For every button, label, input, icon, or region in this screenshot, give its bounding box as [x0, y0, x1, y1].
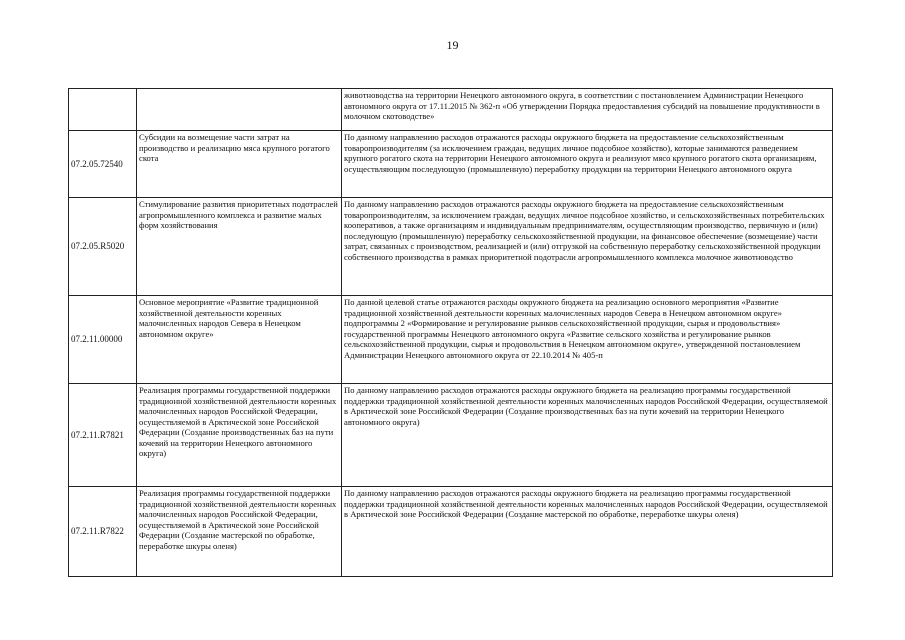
row-name: Субсидии на возмещение части затрат на производство и реализацию мяса крупного рогатого скота	[137, 131, 342, 198]
row-name: Реализация программы государственной поддержки традиционной хозяйственной деятельности коренных малочисленных народов Российской Федерации, осуществляемой в Арктической зоне Российской Федерации (Создание мастерской по обработке, переработке шкуры оленя)	[137, 487, 342, 577]
row-code: 07.2.05.R5020	[69, 198, 137, 296]
table-row	[69, 131, 833, 198]
table-row	[69, 198, 833, 296]
row-description: животноводства на территории Ненецкого автономного округа, в соответствии с постановлением Администрации Ненецкого автономного округа от 17.11.2015 № 362-п «Об утверждении Порядка предоставления субсидий на повышение продуктивности в молочном скотоводстве»	[342, 89, 833, 131]
row-name: Основное мероприятие «Развитие традиционной хозяйственной деятельности коренных малочисленных народов Севера в Ненецком автономном округе»	[137, 296, 342, 384]
row-description: По данной целевой статье отражаются расходы окружного бюджета на реализацию основного мероприятия «Развитие традиционной хозяйственной деятельности коренных малочисленных народов Севера в Ненецком автономном округе» подпрограммы 2 «Формирование и регулирование рынков сельскохозяйственной продукции, сырья и продовольствия» государственной программы Ненецкого автономного округа «Развитие сельского хозяйства и регулирование рынков сельскохозяйственной продукции, сырья и продовольствия в Ненецком автономном округе», утвержденной постановлением Администрации Ненецкого автономного округа от 22.10.2014 № 405-п	[342, 296, 833, 384]
row-code: 07.2.05.72540	[69, 131, 137, 198]
row-description: По данному направлению расходов отражаются расходы окружного бюджета на реализацию программы государственной поддержки традиционной хозяйственной деятельности коренных малочисленных народов Российской Федерации, осуществляемой в Арктической зоне Российской Федерации (Создание мастерской по обработке, переработке шкуры оленя)	[342, 487, 833, 577]
row-name: Реализация программы государственной поддержки традиционной хозяйственной деятельности коренных малочисленных народов Российской Федерации, осуществляемой в Арктической зоне Российской Федерации (Создание производственных баз на пути кочевий на территории Ненецкого автономного округа)	[137, 384, 342, 487]
table-row	[69, 384, 833, 487]
row-name: Стимулирование развития приоритетных подотраслей агропромышленного комплекса и развитие малых форм хозяйствования	[137, 198, 342, 296]
table-row	[69, 487, 833, 577]
row-code: 07.2.11.R7821	[69, 384, 137, 487]
row-description: По данному направлению расходов отражаются расходы окружного бюджета на предоставление сельскохозяйственным товаропроизводителям, за исключением граждан, ведущих личное подсобное хозяйство, и сельскохозяйственных потребительских кооперативов, а также организациям и индивидуальным предпринимателям, осуществляющим производство, первичную и (или) последующую (промышленную) переработку сельскохозяйственной продукции, на финансовое обеспечение (возмещение) части затрат, связанных с производством, реализацией и (или) отгрузкой на собственную переработку сельскохозяйственной продукции собственного производства в рамках приоритетной подотрасли агропромышленного комплекса молочное животноводство	[342, 198, 833, 296]
row-description: По данному направлению расходов отражаются расходы окружного бюджета на предоставление сельскохозяйственным товаропроизводителям (за исключением граждан, ведущих личное подсобное хозяйство), которые занимаются разведением крупного рогатого скота на территории Ненецкого автономного округа и реализуют мясо крупного рогатого скота организациям, осуществляющим последующую (промышленную) переработку продукции на территории Ненецкого автономного округа	[342, 131, 833, 198]
budget-classification-table	[68, 88, 833, 577]
row-code: 07.2.11.00000	[69, 296, 137, 384]
page-number: 19	[446, 38, 459, 52]
row-description: По данному направлению расходов отражаются расходы окружного бюджета на реализацию программы государственной поддержки традиционной хозяйственной деятельности коренных малочисленных народов Российской Федерации, осуществляемой в Арктической зоне Российской Федерации (Создание производственных баз на пути кочевий на территории Ненецкого автономного округа)	[342, 384, 833, 487]
table-row	[69, 89, 833, 131]
table-row	[69, 296, 833, 384]
row-code: 07.2.11.R7822	[69, 487, 137, 577]
row-code	[69, 89, 137, 131]
row-name	[137, 89, 342, 131]
